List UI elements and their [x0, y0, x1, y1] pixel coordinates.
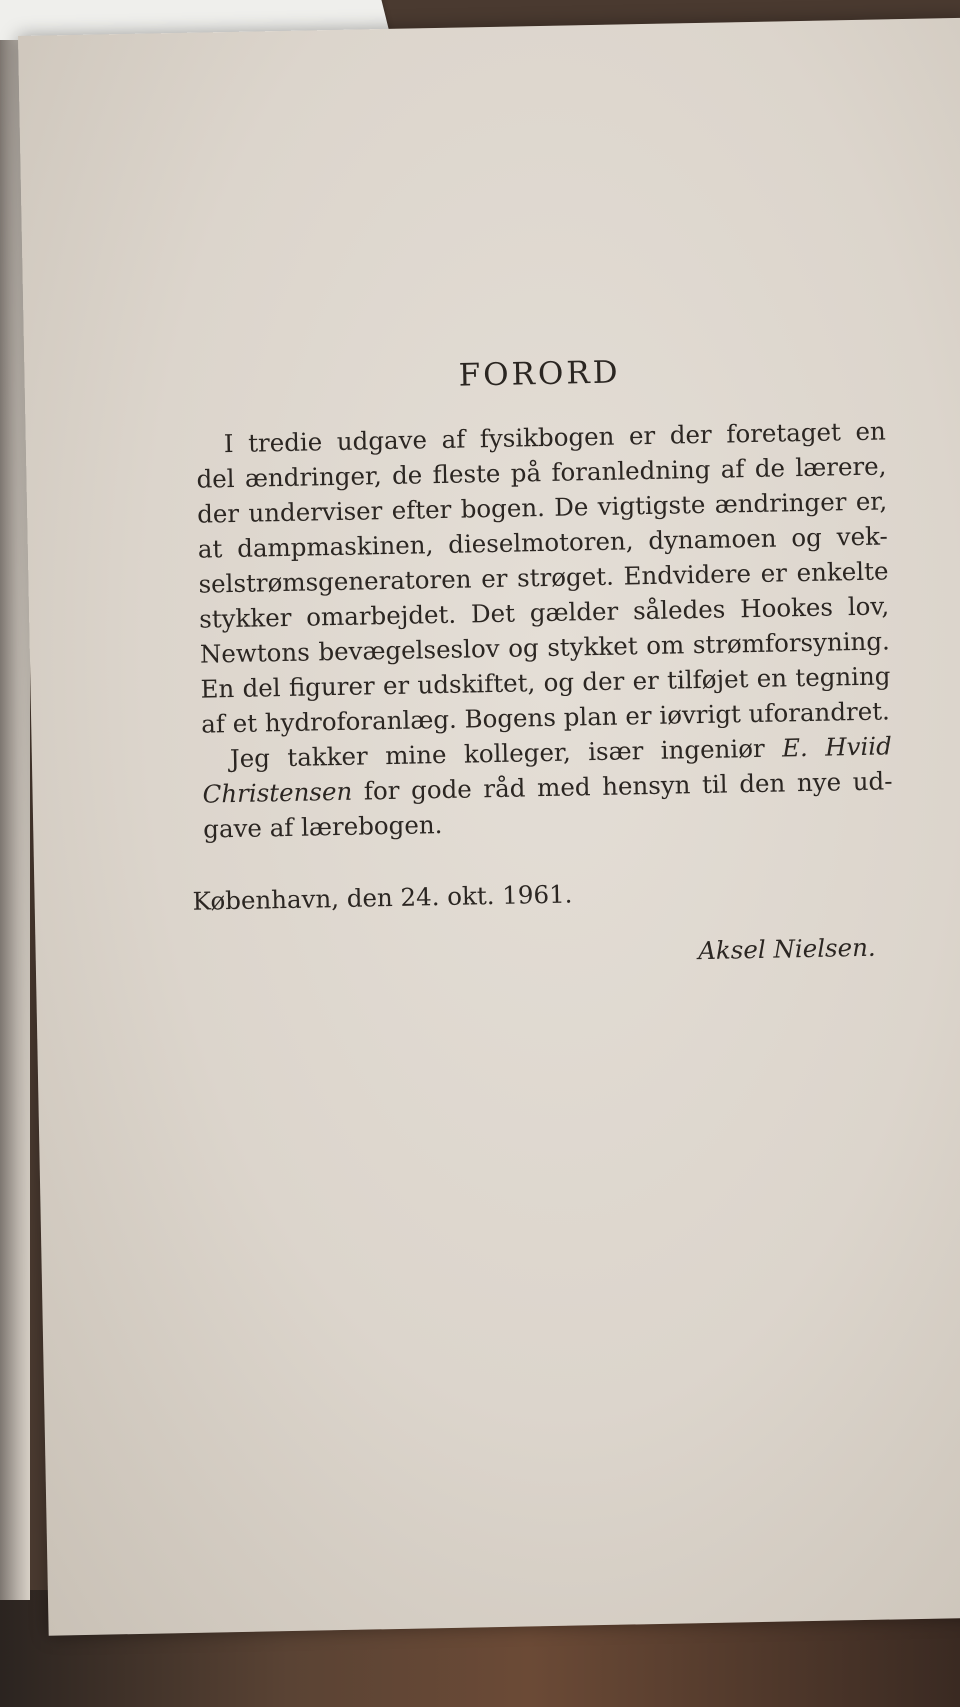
page-title: FORORD — [458, 354, 621, 394]
text-line: at dampmaskinen, dieselmotoren, dynamoen og vek- — [197, 521, 889, 564]
text-line: I tredie udgave af fysikbogen er der foretaget en — [223, 416, 887, 459]
engineer-name: E. Hviid — [781, 731, 893, 763]
book-page — [18, 18, 960, 1636]
text-line: Newtons bevægelseslov og stykket om strømforsyning. — [199, 626, 891, 669]
text-line: En del figurer er udskiftet, og der er tilføjet en tegning — [200, 661, 891, 704]
engineer-surname: Christensen — [202, 776, 353, 809]
place-and-date: København, den 24. okt. 1961. — [192, 879, 573, 916]
text-segment: for gode råd med hensyn til den nye ud- — [363, 766, 893, 806]
text-line: af et hydroforanlæg. Bogens plan er iøvrigt uforandret. — [200, 696, 891, 739]
text-line: der underviser efter bogen. De vigtigste ændringer er, — [196, 486, 888, 529]
preface-text-block — [194, 349, 896, 974]
text-line: selstrømsgeneratoren er strøget. Endvidere er enkelte — [198, 556, 889, 599]
text-line: gave af lærebogen. — [202, 810, 443, 844]
text-line: stykker omarbejdet. Det gælder således Hookes lov, — [198, 591, 890, 634]
text-line: del ændringer, de fleste på foranledning af de lærere, — [196, 451, 887, 494]
preface-paragraph-2 — [202, 728, 894, 846]
preface-paragraph-1 — [196, 413, 892, 741]
author-signature: Aksel Nielsen. — [697, 932, 876, 966]
text-segment: Jeg takker mine kolleger, især ingeniør — [229, 733, 765, 774]
